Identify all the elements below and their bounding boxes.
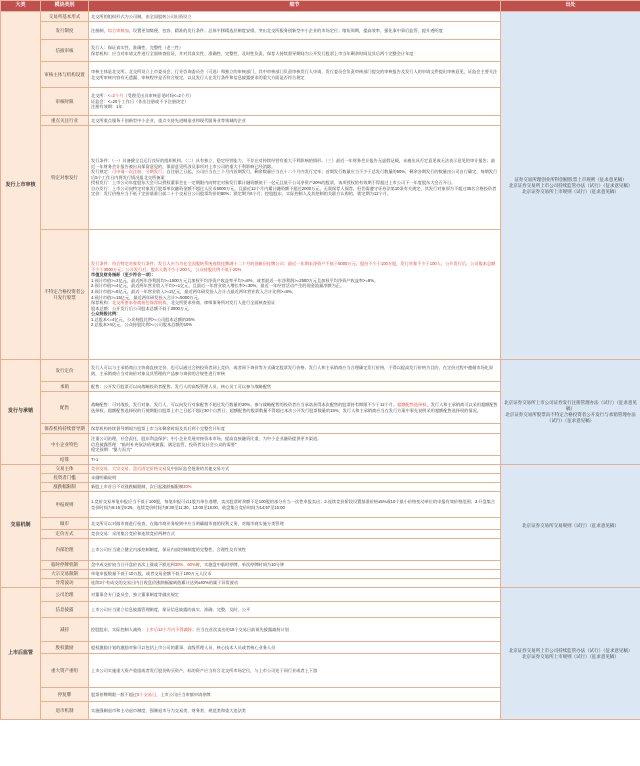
detail-text: 新股上市首日不设涨跌幅限制，次日起涨跌幅限制 [91,484,184,490]
detail-cell: 单笔申报数量不低于10万股，或者交易金额不低于100万元人民币 [89,570,501,579]
detail-cell: 未做明确说明 [89,474,501,483]
detail-text: ；自注册之日起，公司应当在三个月内首期发行，剩余数量应当在十二个月内发行完毕；首期发行数量应当不少于总发行数量的50%，剩余各期发行的数量由公司自行确定，每期发行后5个工作日内将发行情况报北交所备案 [91,169,498,180]
detail-text: 1.预计市值>=2亿元，最近两年净利润均>=1500万元且加权平均净资产收益率平均>=8%，或者最近一年净利润>=2500万元且加权平均净资产收益率>=8%。 [91,277,379,283]
detail-cell: T+1 [89,456,501,465]
detail-cell [89,483,501,492]
table-row [1,465,640,474]
detail-text: 证监会：<=20个工作日（作出注册或不予注册决定） [91,98,189,104]
detail-text: 保荐机构：应当对申请文件进行全面核查验证，并对其真实性、准确性、完整性、及时性负责，保荐人持续督导期间为公开发行股票上市当年剩余时间及其后两个完整会计年度 [91,50,414,56]
header-detail: 细节 [89,1,501,12]
detail-text: 定价：发行价格应当不低于定价基准日前二十个交易日公司股票均价的80%；锁定期为6个月；控股股东、实际控制人及其控制的关联方认购的，锁定期为12个月。 [91,191,392,197]
module-cell: 不特定合格投资者公开发行股票 [41,230,89,360]
detail-text: 股票停牌期限一般不超过 [91,691,138,697]
highlight-text: 可申请一次注册、分期发行 [111,169,163,175]
highlight-text: 30%、60% [174,562,196,568]
module-cell: 内部治理 [41,539,89,561]
detail-cell [89,618,501,642]
source-cell: 证券交易所理创业所科创板股票上市规则（征求意见稿） 北京证券交易所上市公司持续监管办法（试行）（征求意见稿） 北京证券交易所上市规则（试行）（征求意见稿） [501,12,640,360]
detail-text: 信息披露管理："临时补充依法依规披露，满足监管、投资者及社会公众的需要" [91,441,237,447]
detail-text: ；应当在首次卖出的15个交易日前预先披露减持计划 [192,626,289,632]
module-cell: 中小企业特色 [41,434,89,456]
table-row [1,360,640,382]
detail-cell: 股权激励计划的激励对象可以包括上市公司的董事、高级管理人员、核心技术人员或者核心业务人员 [89,642,501,654]
detail-text: ，上市公司应当审慎申请停牌 [156,691,211,697]
detail-cell: 1.竞价交易单笔申报应当不低于100股，每笔申报可以1股为单位递增，卖出股票时余额不足100股的部分应当一次性申报卖出；2.连续竞价阶段设置基准价格±5%或10个最小价格变动单位的申报有效价格范围；3.开盘集合竞价时间为9:15至9:25，连续竞价时间为9:30至11:30、13:00至15:00，收盘集合竞价时间为14:57至15:00 [89,492,501,518]
category-listing-review: 发行上市审核 [1,12,41,360]
module-cell: 异常波动 [41,579,89,588]
detail-cell: 上市公司应当建立健全内部控制制度，保证内部控制制度的完整性、合理性及有效性 [89,539,501,561]
detail-cell: 竞价交易：采用集合竞价和连续竞价两种方式 [89,530,501,539]
table-row [1,588,640,602]
module-cell: 交易主体 [41,465,89,474]
header-module: 模块类别 [41,1,89,12]
module-cell: 临时停牌机制 [41,561,89,570]
module-cell: 保荐机构持续督导期 [41,424,89,434]
detail-text: 2.总股本>4亿元，公众持股比例>=公司股本总额的10% [91,322,193,328]
module-cell: 定价方式 [41,530,89,539]
detail-text: 稳定预期："暴力而为" [91,447,132,453]
module-cell: 股权激励 [41,642,89,654]
module-cell: 审核主体与机构设置 [41,62,89,88]
module-cell: 配售 [41,392,89,424]
detail-text: ，北交所要求券商、律师事务所对发行人进行全面核查验证 [166,300,276,306]
detail-text: 保荐机构： [91,300,112,306]
detail-text: 盘中成交价较当日开盘价首次上涨或下跌达到 [91,562,175,568]
detail-text: 3.预计市值>=8亿元，最近一年营业收入>=2亿元，最近两年研发投入合计占最近两年营业收入合计比例>=8%。 [91,288,296,294]
module-cell: 信息披露 [41,602,89,618]
module-cell: 发行定价 [41,360,89,382]
header-category: 大类 [1,1,41,12]
source-cell: 北京证券交易所上市公司证券发行注册管理办法（试行）（征求意见稿） 北京证券交易所股票向不特定合格投资者公开发行与承销管理办法（试行）（征求意见稿） [501,360,640,465]
detail-cell [89,561,501,570]
module-cell: 做市 [41,518,89,530]
detail-text: 战略配售：可对战投、发行对象、发行人、可以向发行对象配售不超过发行数量的30%。参与战略配售的投资者应当承诺获得本次配售的股票持有期限不少于12个月。 [91,401,398,407]
highlight-text: 发行条件：符合特定对象发行条件；发行人应当为在全国股转系统连续挂牌满十二个月的创新层挂牌公司；最近一年期末净资产不低于5000万元；股份不少于100万股，发行对象不少于100人；公开发行后，公司股本总额不少于3000万元；公开发行后，股东人数不少于200人，公众持股比例不低于25% [91,260,496,272]
detail-cell: 北交所可以对做市商进行检查，在做市商业务规则中应当明确做市商的权利义务，对做市商实施分类管理 [89,518,501,530]
detail-cell [89,392,501,424]
detail-text: 2.预计市值>=4亿元，最近两年营业收入平均>=1亿元，且最近一年营业收入增长率>=30%，最近一年经营活动产生的现金流量净额为正。 [91,283,345,289]
module-cell: 发行制度 [41,22,89,40]
detail-cell: 保荐机构持续督导期间为股票上市当年剩余时间及其后两个完整会计年度 [89,424,501,434]
detail-text: ，发行人和主承销商可以采用超额配售选择权，超额配售选择权的行使期限自股票上市之日起不超过30个自然日；超额配售的股票数量不得超过本次公开发行股票数量的15%，发行人和主承销商应当在发行方案中事先说明采用超额配售选择权的情况。 [91,401,498,413]
detail-text: 4.预计市值>=15亿元，最近两年研发投入合计>=5000万元。 [91,294,202,300]
detail-text: 自办发行：上市公司向特定对象发行股票单次融资金额不超过人民币5000万元，且最近12个月内累计融资额不超过2000万元，无需保荐人保荐，但仍需遵守证券法第10条有关规定，其发行对象须为不超过35名合格投资者 [91,185,497,191]
detail-cell: 连续3个有成交的交易日内日收盘价涨跌幅偏离值累计达到±40%的属于异常波动 [89,579,501,588]
detail-text: （受理至出具审核意见时间<=2个月） [123,93,194,99]
header-source: 出处 [501,1,640,12]
detail-cell [89,434,501,456]
module-cell: 审核时限 [41,88,89,116]
detail-cell: 配售：公开发行股票可以向战略投资者配售。发行人的高级管理人员、核心员工可以参与战略配售 [89,382,501,392]
table-row [1,12,640,22]
highlight-text: 北交所要求券商担任保荐机构 [111,300,167,306]
detail-cell [89,688,501,702]
detail-text: 控股股东、实际控制人减持： [91,626,146,632]
highlight-text: 超额配售选择权 [397,401,427,407]
highlight-text: 上市后12个月内不得减持 [145,626,192,632]
detail-text: 1.总股本<=4亿元，公众持股比例>=公司股本总额的25% [91,316,195,322]
detail-text: 注册有效期：1年 [91,104,123,110]
module-cell: 重点关注行业 [41,116,89,126]
detail-cell: 对董事会专门委员会，独立董事制度等做出规定 [89,588,501,602]
module-cell: 申报规则 [41,492,89,518]
header-row [1,1,640,12]
detail-cell [89,465,501,474]
module-cell: 减持 [41,618,89,642]
detail-cell [89,126,501,230]
category-issuance: 发行与承销 [1,360,41,465]
detail-text: 公众持股比例： [91,311,121,317]
module-cell: 特定对象发行 [41,126,89,230]
detail-cell [89,22,501,40]
highlight-text: 30% [183,484,192,490]
module-cell: 涨跌幅限制 [41,483,89,492]
detail-text: ，设置更加简便、包容、精准的发行条件；总体平移精选层制度安排，突出北交所服务创新型中小企业的市场定位；缩短周期，提高效率，强化事中事后监管，提升透明度 [128,27,443,33]
highlight-text: 综合审核加 [107,27,129,33]
detail-text: 注重公司治理，社会责任，股东利益保护；中小企业发展对接资本市场，提高直接融资比重，为中小企业融资提供更多渠道。 [91,436,322,442]
detail-cell: 审核主体是北交所。北交所设立上市委员会、行业咨询委员会（可选）和独立的审核部门，其中审核部门负责审核发行人申请，发行委员会负责审核部门提交的审核报告及发行人的申请文件提出审核意见，证监会主要关注北交所审核内容有无遗漏、审核程序是否符合规定，以及发行人在发行条件和信息披露要求的重大方面是否符合规定 [89,62,501,88]
category-trading: 交易机制 [1,465,41,588]
category-post-listing: 上市后监管 [1,588,41,720]
detail-text: 股本总额：公开发行后公司股本总额不低于3000万元， [91,305,193,311]
detail-text: 市值及财务指标（至少符合一项）： [91,272,156,278]
source-cell: 北京证券交易所交易规则（试行）（征求意见稿） [501,465,640,588]
detail-text: 及中国证监会批准的其他交易方式 [166,466,230,472]
detail-text: 发行条件：（一）具备健全且运行良好的组织机构。（二）具有独立、稳定经营能力，不存在对持续经营有重大不利影响的情形。（三）最近一年财务会计报告无虚假记载，未被出具否定意见或无法表示意见的审计报告；最近一年财务会计报告被出具保留意见的，保留意见所涉及事项对上市公司的重大不利影响已经消除。 [91,157,496,169]
module-cell: 重大资产重组 [41,654,89,688]
highlight-text: <=2个月 [107,93,124,99]
module-cell: 信披审核 [41,40,89,62]
highlight-text: 5个交易日 [137,691,157,697]
module-cell: 投资者门槛 [41,474,89,483]
detail-cell: 上市公司实施重大资产重组或者发行股份购买资产，标的资产应当符合北交所市场定位，与上市公司处于同行业或者上下游 [89,654,501,688]
module-cell: 公司治理 [41,588,89,602]
detail-cell: 实施强制退市和主动退市制度，强制退市分为交易类、财务类、规范类和重大违法类 [89,702,501,720]
detail-cell [89,40,501,62]
detail-cell: 北交所重点服务于创新型中小企业，重点支持先进制造业和现代服务业等领域的企业 [89,116,501,126]
module-cell: 承销 [41,382,89,392]
detail-cell: 发行人可以与主承销商自主协商直接定价，也可以通过合格投资者网上竞价，或者网下询价等方式确定股票发行价格。发行人和主承销商应当合理确定发行价格，不得以提高发行价格为目的，在定价过程中遵循市场化原则，主承销商应当对询价对象及其管理的产品参与询价的合规性进行审核 [89,360,501,382]
module-cell: 交易所基本形式 [41,12,89,22]
detail-text: 发行人：保证真实性、准确性、完整性（老三性） [91,44,184,50]
detail-text: 发行规定： [91,169,112,175]
module-cell: 结算 [41,456,89,465]
highlight-text: 竞价交易、大宗交易、盘后固定价格交易 [91,466,167,472]
source-cell: 北京证券交易所上市公司持续监管办法（试行）（征求意见稿） 北京证券交易所上市规则（试行）（征求意见稿） [501,588,640,720]
detail-cell: 上市公司应当建立信息披露管理制度，保证信息披露的真实、准确、完整、及时、公平 [89,602,501,618]
detail-text: 时，实施盘中临时停牌，单次停牌时间为10分钟 [195,562,285,568]
detail-cell [89,88,501,116]
detail-text: 北交所： [91,93,108,99]
module-cell: 大宗交易限制 [41,570,89,579]
detail-cell [89,230,501,360]
module-cell: 退市机制 [41,702,89,720]
detail-cell: 北交所的组织形式为公司制，由全国股转公司出资设立 [89,12,501,22]
detail-text: 注册制， [91,27,108,33]
detail-text: 授权发行：上市公司年度股东大会可以授权董事会在一定期限内向特定对象发行累计融资额低于一亿元且低于公司净资产20%的股票，该项授权的有效期不得超过上市公司下一年度股东大会召开日。 [91,180,456,186]
module-cell: 停复牌 [41,688,89,702]
